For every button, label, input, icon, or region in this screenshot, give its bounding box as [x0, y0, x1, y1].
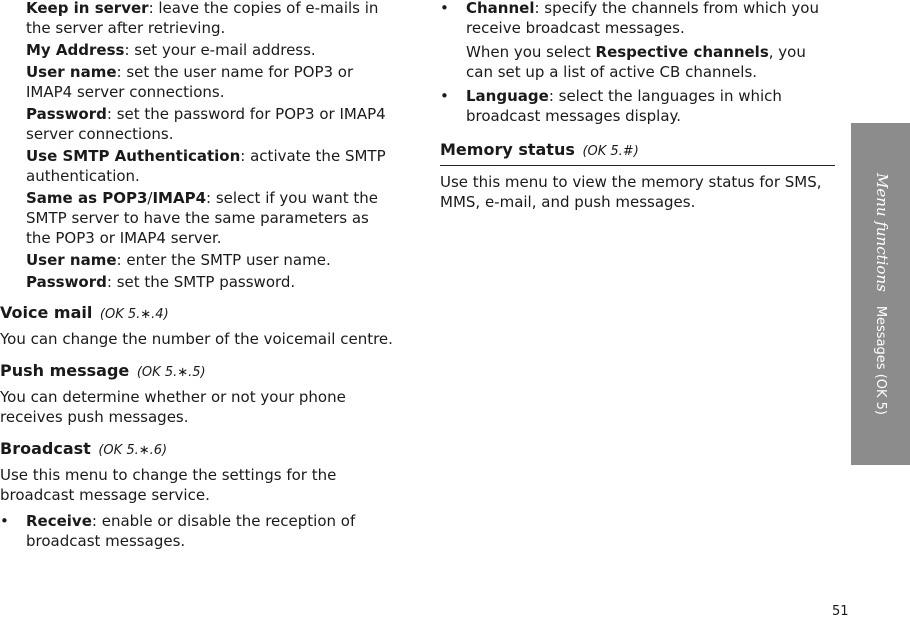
section-title: Memory status	[440, 140, 575, 159]
bullet-marker: •	[440, 0, 449, 17]
setting-desc: : select if you want the SMTP server to have the same parameters as the POP3 or IMAP4 server.	[26, 189, 378, 247]
setting-term: Password	[26, 273, 107, 291]
bullet-text	[26, 511, 395, 551]
side-chapter-tab	[851, 123, 910, 465]
setting-user-name	[26, 62, 395, 102]
section-body: Use this menu to change the settings for the broadcast message service.	[0, 466, 337, 504]
section-body: You can determine whether or not your phone receives push messages.	[0, 388, 346, 426]
setting-desc: : activate the SMTP authentication.	[26, 147, 386, 185]
section-heading-memory-status	[440, 140, 835, 166]
bullet-receive	[0, 511, 395, 551]
section-title: Voice mail	[0, 303, 93, 322]
setting-desc: : leave the copies of e-mails in the server after retrieving.	[26, 0, 379, 37]
setting-password	[26, 104, 395, 144]
bullet-text	[466, 0, 835, 38]
section-heading-broadcast	[0, 439, 395, 461]
setting-term: IMAP4	[152, 189, 207, 207]
chapter-subtitle: Messages (OK 5)	[872, 305, 888, 416]
setting-desc: : set your e-mail address.	[124, 41, 316, 59]
note-term: Respective channels	[595, 43, 769, 61]
setting-smtp-password	[26, 272, 395, 292]
setting-term: User name	[26, 63, 117, 81]
menu-ref: (OK 5.∗.5)	[136, 365, 206, 380]
section-body: You can change the number of the voicemail centre.	[0, 330, 393, 348]
setting-term: Keep in server	[26, 0, 149, 17]
setting-desc: : set the SMTP password.	[106, 273, 296, 291]
menu-ref: (OK 5.∗.6)	[98, 443, 168, 458]
bullet-desc: : enable or disable the reception of broadcast messages.	[26, 512, 356, 550]
section-title: Push message	[0, 361, 130, 380]
channel-note	[440, 42, 835, 82]
bullet-term: Channel	[466, 0, 535, 17]
right-column	[440, 0, 835, 212]
bullet-marker: •	[440, 87, 449, 105]
setting-keep-in-server	[26, 0, 395, 38]
bullet-desc: : specify the channels from which you receive broadcast messages.	[466, 0, 819, 37]
note-text: , you can set up a list of active CB channels.	[466, 43, 806, 81]
bullet-channel	[440, 0, 835, 38]
chapter-title: Menu functions	[872, 172, 891, 292]
menu-ref: (OK 5.∗.4)	[99, 307, 169, 322]
setting-my-address	[26, 40, 395, 60]
setting-term: Same as POP3	[26, 189, 148, 207]
setting-term: My Address	[26, 41, 125, 59]
setting-desc: : enter the SMTP user name.	[116, 251, 331, 269]
bullet-marker: •	[0, 512, 9, 530]
bullet-desc: : select the languages in which broadcast messages display.	[466, 87, 782, 125]
bullet-term: Receive	[26, 512, 92, 530]
menu-ref: (OK 5.#)	[582, 144, 639, 159]
setting-smtp-user-name	[26, 250, 395, 270]
bullet-term: Language	[466, 87, 549, 105]
section-heading-voice-mail	[0, 303, 395, 325]
email-settings-list	[0, 0, 395, 292]
section-heading-push-message	[0, 361, 395, 383]
setting-same-as-pop3-imap4	[26, 188, 395, 248]
section-body: Use this menu to view the memory status for SMS, MMS, e-mail, and push messages.	[440, 173, 822, 211]
note-text: When you select	[466, 43, 596, 61]
bullet-language	[440, 86, 835, 126]
section-title: Broadcast	[0, 439, 91, 458]
left-column	[0, 0, 395, 551]
setting-desc: : set the password for POP3 or IMAP4 server connections.	[26, 105, 386, 143]
bullet-text	[466, 86, 835, 126]
side-tab-label	[870, 173, 892, 415]
page-number: 51	[832, 604, 849, 619]
setting-desc: : set the user name for POP3 or IMAP4 server connections.	[26, 63, 354, 101]
setting-separator: /	[147, 189, 153, 207]
setting-use-smtp-auth	[26, 146, 395, 186]
setting-term: Password	[26, 105, 107, 123]
setting-term: User name	[26, 251, 117, 269]
setting-term: Use SMTP Authentication	[26, 147, 241, 165]
